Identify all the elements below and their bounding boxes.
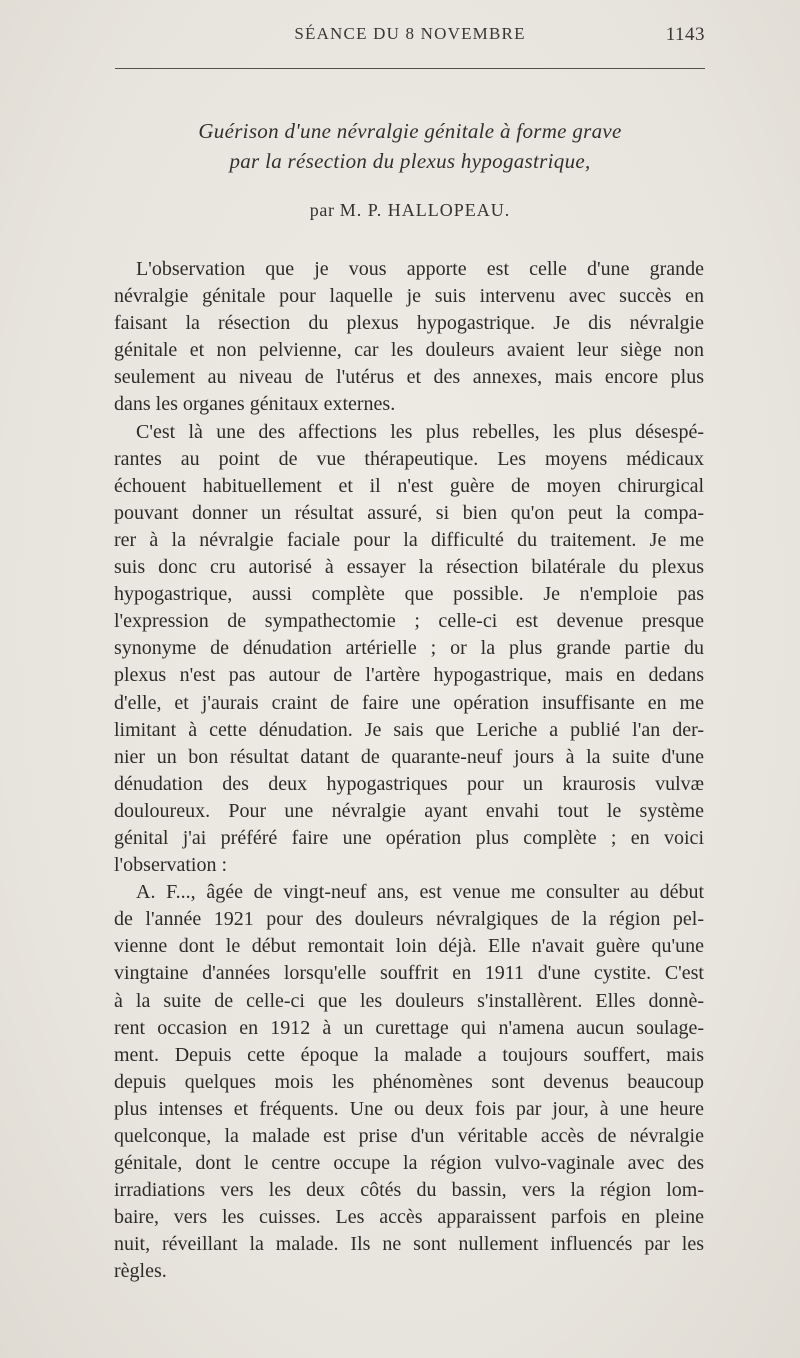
text-line: de l'année 1921 pour des douleurs névralgiques de la région pel- xyxy=(114,908,704,931)
text-line: baire, vers les cuisses. Les accès apparaissent parfois en pleine xyxy=(114,1206,704,1229)
author-name: M. P. HALLOPEAU. xyxy=(339,200,511,220)
text-line: synonyme de dénudation artérielle ; or la plus grande partie du xyxy=(114,637,704,660)
header-rule xyxy=(115,68,705,69)
article-title xyxy=(115,116,705,176)
page-number: 1143 xyxy=(665,24,705,45)
title-line: Guérison d'une névralgie génitale à forme grave xyxy=(198,119,622,143)
running-title: SÉANCE DU 8 NOVEMBRE xyxy=(294,24,526,43)
text-line: vienne dont le début remontait loin déjà. Elle n'avait guère qu'une xyxy=(114,935,704,958)
text-line: génitale et non pelvienne, car les douleurs avaient leur siège non xyxy=(114,339,704,362)
text-line: quelconque, la malade est prise d'un véritable accès de névralgie xyxy=(114,1125,704,1147)
text-line: dénudation des deux hypogastriques pour un kraurosis vulvæ xyxy=(114,772,704,795)
text-line: suis donc cru autorisé à essayer la résection bilatérale du plexus xyxy=(114,556,704,579)
text-line: hypogastrique, aussi complète que possible. Je n'emploie pas xyxy=(114,583,704,606)
text-line: rantes au point de vue thérapeutique. Les moyens médicaux xyxy=(114,447,704,470)
text-line: génital j'ai préféré faire une opération plus complète ; en voici xyxy=(114,826,704,849)
text-line: seulement au niveau de l'utérus et des annexes, mais encore plus xyxy=(114,366,704,389)
text-line: à la suite de celle-ci que les douleurs s'installèrent. Elles donnè- xyxy=(114,989,704,1012)
author-prefix: par xyxy=(309,200,335,220)
text-line: génitale, dont le centre occupe la région vulvo-vaginale avec des xyxy=(114,1152,704,1175)
text-line: depuis quelques mois les phénomènes sont devenus beaucoup xyxy=(114,1070,704,1093)
text-line: pouvant donner un résultat assuré, si bien qu'on peut la compa- xyxy=(114,501,704,524)
text-line: plexus n'est pas autour de l'artère hypogastrique, mais en dedans xyxy=(114,664,704,687)
text-line: l'observation : xyxy=(114,854,228,877)
text-line: nier un bon résultat datant de quarante-neuf jours à la suite d'une xyxy=(114,745,704,768)
text-line: dans les organes génitaux externes. xyxy=(114,393,396,416)
text-line: douloureux. Pour une névralgie ayant envahi tout le système xyxy=(114,799,704,822)
text-line: l'expression de sympathectomie ; celle-ci est devenue presque xyxy=(114,610,704,633)
article-body xyxy=(114,256,704,1286)
text-line: plus intenses et fréquents. Une ou deux fois par jour, à une heure xyxy=(114,1097,704,1120)
text-line: rent occasion en 1912 à un curettage qui n'amena aucun soulage- xyxy=(114,1016,704,1039)
text-line: faisant la résection du plexus hypogastrique. Je dis névralgie xyxy=(114,312,704,335)
text-line: limitant à cette dénudation. Je sais que Leriche a publié l'an der- xyxy=(114,718,704,741)
title-line: par la résection du plexus hypogastrique, xyxy=(229,149,591,173)
text-line: règles. xyxy=(114,1260,167,1283)
text-line: vingtaine d'années lorsqu'elle souffrit en 1911 d'une cystite. C'est xyxy=(114,962,704,985)
text-line: rer à la névralgie faciale pour la difficulté du traitement. Je me xyxy=(114,528,704,551)
text-line: nuit, réveillant la malade. Ils ne sont nullement influencés par les xyxy=(114,1233,704,1256)
author-byline xyxy=(115,200,705,221)
running-head xyxy=(115,24,705,50)
text-line: échouent habituellement et il n'est guère de moyen chirurgical xyxy=(114,474,704,497)
text-line: L'observation que je vous apporte est celle d'une grande xyxy=(136,258,704,280)
text-line: névralgie génitale pour laquelle je suis intervenu avec succès en xyxy=(114,285,704,308)
text-line: d'elle, et j'aurais craint de faire une opération insuffisante en me xyxy=(114,691,704,714)
text-line: ment. Depuis cette époque la malade a toujours souffert, mais xyxy=(114,1043,704,1066)
text-line: A. F..., âgée de vingt-neuf ans, est venue me consulter au début xyxy=(136,881,704,904)
text-line: irradiations vers les deux côtés du bassin, vers la région lom- xyxy=(114,1179,704,1202)
text-line: C'est là une des affections les plus rebelles, les plus désespé- xyxy=(136,420,704,443)
